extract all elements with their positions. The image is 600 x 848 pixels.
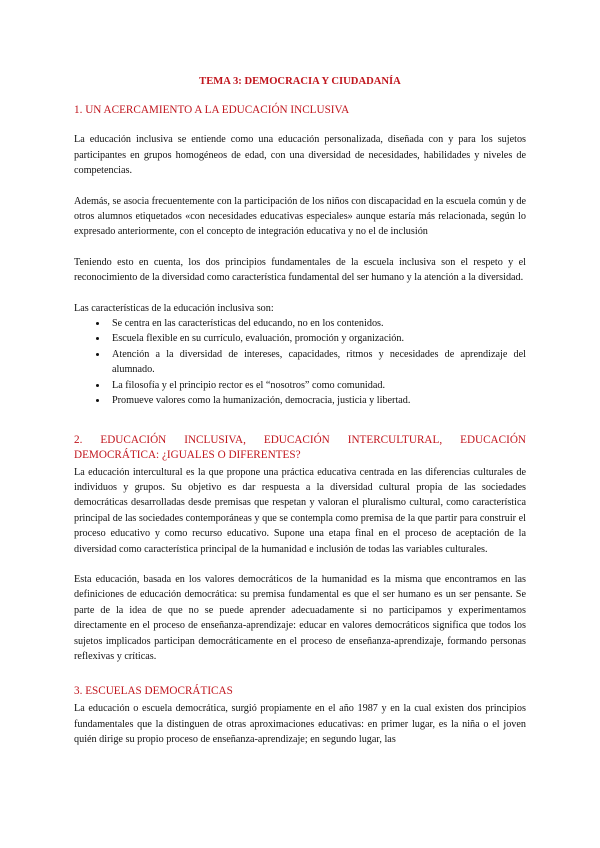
section-2-paragraph-1: La educación intercultural es la que propone una práctica educativa centrada en las diferencias culturales de individuos y grupos. Su objetivo es dar respuesta a la diversidad cultural propia de las sociedades democráticas desarrolladas desde premisas que respetan y valoran el pluralismo cultural, como característica principal de las sociedades contemporáneas y que se contempla como premisa de la que partir para construir el proceso educativo y como recurso educativo. Supone una etapa final en el proceso de aceptación de la diversidad como característica principal de la humanidad e inclusión de todas las variables culturales.	[74, 466, 526, 555]
list-item: • Promueve valores como la humanización, democracia, justicia y libertad.	[108, 393, 526, 408]
section-1-heading: 1. UN ACERCAMIENTO A LA EDUCACIÓN INCLUSIVA	[74, 104, 350, 117]
section-1-paragraph-1: La educación inclusiva se entiende como una educación personalizada, diseñada con y para los sujetos participantes en grupos homogéneos de edad, con una diversidad de necesidades, habilidades y niveles de competencias.	[74, 134, 526, 177]
section-3-paragraph-1: La educación o escuela democrática, surgió propiamente en el año 1987 y en la cual existen dos principios fundamentales que la distinguen de otras aproximaciones educativas: en primer lugar, es la niña o el joven quién dirige su propio proceso de enseñanza-aprendizaje; en segundo lugar, las	[74, 703, 526, 746]
section-3-heading: 3. ESCUELAS DEMOCRÁTICAS	[74, 685, 233, 698]
characteristics-list	[74, 316, 526, 408]
list-intro: Las características de la educación inclusiva son:	[74, 302, 274, 314]
list-item: • Escuela flexible en su currículo, evaluación, promoción y organización.	[108, 331, 526, 346]
document-title: TEMA 3: DEMOCRACIA Y CIUDADANÍA	[199, 76, 401, 87]
list-item: • La filosofía y el principio rector es el “nosotros” como comunidad.	[108, 378, 526, 393]
section-1-paragraph-2: Además, se asocia frecuentemente con la participación de los niños con discapacidad en la escuela común y de otros alumnos etiquetados «con necesidades educativas especiales» aunque estaría más relacionada, según lo expresado anteriormente, con el concepto de integración educativa y no el de inclusión	[74, 195, 526, 238]
list-item: • Atención a la diversidad de intereses, capacidades, ritmos y necesidades de aprendizaje del alumnado.	[108, 347, 526, 378]
section-2-heading: 2. EDUCACIÓN INCLUSIVA, EDUCACIÓN INTERCULTURAL, EDUCACIÓN DEMOCRÁTICA: ¿IGUALES O DIFERENTES?	[74, 433, 526, 461]
section-1-paragraph-3: Teniendo esto en cuenta, los dos principios fundamentales de la escuela inclusiva son el respeto y el reconocimiento de la diversidad como característica fundamental del ser humano y la atención a la diversidad.	[74, 256, 526, 284]
section-2-paragraph-2: Esta educación, basada en los valores democráticos de la humanidad es la misma que encontramos en las definiciones de educación democrática: su premisa fundamental es que el ser humano es un ser pensante. Se parte de la idea de que no se puede aprender adecuadamente si no participamos y experimentamos directamente en el proceso de enseñanza-aprendizaje: educar en valores democráticos significa que todos los sujetos implicados participan democráticamente en el proceso de enseñanza-aprendizaje, formando personas reflexivas y críticas.	[74, 573, 526, 662]
list-item: • Se centra en las características del educando, no en los contenidos.	[108, 316, 526, 331]
